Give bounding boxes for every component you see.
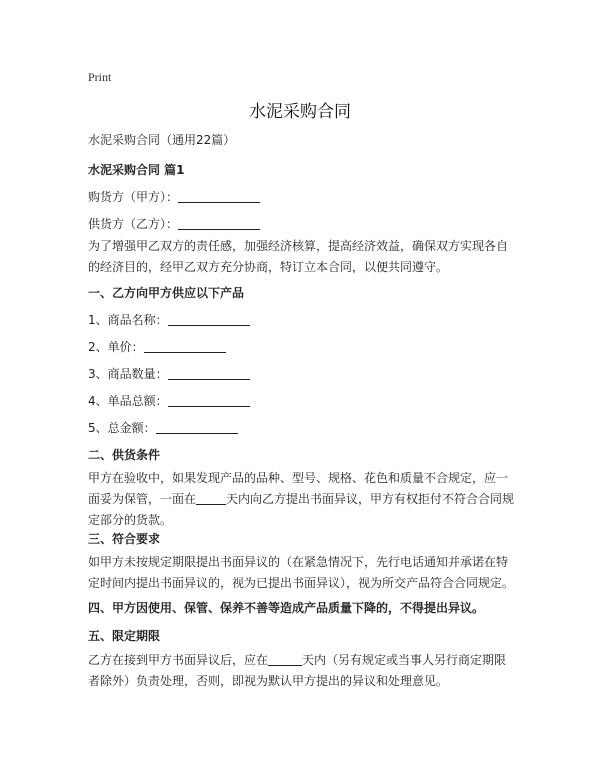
- supply-text-a: 甲方在验收中，如果发现产品的品种、型号、规格、花色和质量不合规定，应一面妥为保管，一面在: [88, 471, 509, 506]
- conformity-paragraph: 如甲方未按规定期限提出书面异议的（在紧急情况下，先行电话通知并承诺在特定时间内提出书面异议的，视为已提出书面异议），视为所交产品符合合同规定。: [88, 555, 515, 590]
- item-3-line: [88, 365, 250, 384]
- deadline-text-b: 天内（另有规定或当事人另行商定期限者除外）负责处理，否则，即视为默认甲方提出的异议和处理意见。: [88, 653, 507, 688]
- heading-5: 五、限定期限: [88, 629, 161, 643]
- intro-paragraph: 为了增强甲乙双方的责任感，加强经济核算，提高经济效益，确保双方实现各自的经济目的，经甲乙双方充分协商，特订立本合同，以便共同遵守。: [88, 239, 509, 274]
- buyer-blank: [178, 190, 260, 203]
- heading-4: 四、甲方因使用、保管、保养不善等造成产品质量下降的，不得提出异议。: [88, 601, 485, 615]
- heading-2: 二、供货条件: [88, 448, 161, 462]
- seller-label: 供货方（乙方）：: [88, 217, 179, 231]
- item-5-blank: [156, 421, 238, 434]
- buyer-line: [88, 188, 260, 207]
- supply-condition-paragraph: [88, 468, 518, 531]
- print-label[interactable]: Print: [88, 70, 112, 84]
- item-4-label: 4、单品总额：: [88, 394, 168, 408]
- item-2-label: 2、单价：: [88, 340, 144, 354]
- item-1-line: [88, 311, 250, 330]
- heading-1: 一、乙方向甲方供应以下产品: [88, 286, 245, 300]
- deadline-days-blank: [268, 653, 302, 666]
- item-4-line: [88, 392, 250, 411]
- buyer-label: 购货方（甲方）：: [88, 190, 179, 204]
- deadline-text-a: 乙方在接到甲方书面异议后，应在: [88, 653, 269, 667]
- document-title: 水泥采购合同: [249, 102, 351, 122]
- seller-line: [88, 215, 260, 234]
- deadline-paragraph: [88, 650, 518, 692]
- item-4-blank: [168, 394, 250, 407]
- item-2-blank: [144, 340, 226, 353]
- item-1-blank: [168, 313, 250, 326]
- supply-days-blank: [196, 492, 226, 505]
- document-subtitle: 水泥采购合同（通用22篇）: [88, 133, 236, 147]
- item-3-blank: [168, 367, 250, 380]
- item-3-label: 3、商品数量：: [88, 367, 168, 381]
- item-1-label: 1、商品名称：: [88, 313, 168, 327]
- heading-3: 三、符合要求: [88, 532, 161, 546]
- section-title: 水泥采购合同 篇1: [88, 163, 185, 177]
- seller-blank: [178, 217, 260, 230]
- item-5-line: [88, 419, 238, 438]
- supply-text-b: 天内向乙方提出书面异议，甲方有权拒付不符合合同规定部分的货款。: [88, 492, 515, 527]
- item-5-label: 5、总金额：: [88, 421, 156, 435]
- item-2-line: [88, 338, 226, 357]
